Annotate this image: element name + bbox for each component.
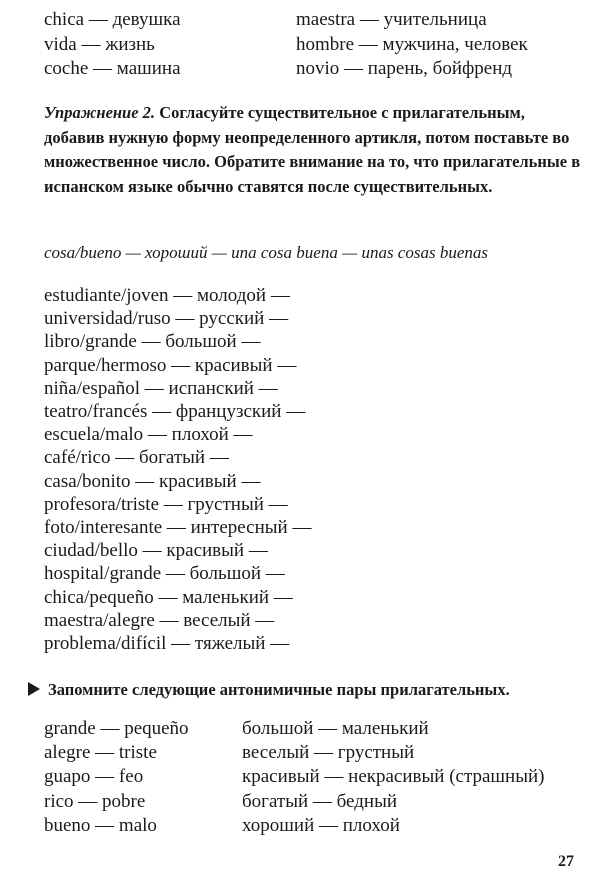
exercise-item: teatro/francés — французский — — [44, 401, 306, 423]
vocabulary-list — [44, 8, 584, 82]
exercise-item: universidad/ruso — русский — — [44, 308, 289, 330]
exercise-items — [44, 284, 584, 655]
antonym-pair: grande — pequeño — [44, 718, 189, 739]
vocabulary-item: maestra — учительница — [296, 9, 487, 30]
antonym-translation: большой — маленький — [242, 718, 429, 739]
antonym-pair: alegre — triste — [44, 742, 157, 764]
vocabulary-column-spanish — [44, 8, 296, 82]
exercise-item: problema/difícil — тяжелый — — [44, 633, 290, 655]
exercise-item: estudiante/joven — молодой — — [44, 285, 290, 306]
exercise-text: Согласуйте существительное с прилагательным, добавив нужную форму неопределенного артикля, потом поставьте во множественное число. Обратите внимание на то, что прилагательные в испанском языке обычно ставятся после существительных. — [44, 103, 581, 196]
vocabulary-item: coche — машина — [44, 58, 181, 79]
exercise-item: ciudad/bello — красивый — — [44, 540, 268, 562]
antonym-column-spanish — [44, 717, 242, 838]
exercise-item: casa/bonito — красивый — — [44, 470, 261, 492]
exercise-item: niña/español — испанский — — [44, 377, 278, 399]
exercise-item: chica/pequeño — маленький — — [44, 586, 293, 608]
vocabulary-item: hombre — мужчина, человек — [296, 33, 528, 55]
page-number: 27 — [558, 853, 574, 870]
exercise-item: hospital/grande — большой — — [44, 563, 285, 585]
exercise-item: café/rico — богатый — — [44, 447, 229, 469]
exercise-instruction — [44, 101, 582, 199]
antonym-pair: rico — pobre — [44, 790, 146, 812]
antonym-pair: guapo — feo — [44, 766, 144, 788]
remember-heading — [28, 678, 588, 702]
arrow-right-icon — [28, 682, 40, 696]
antonym-column-russian — [242, 717, 594, 838]
antonym-translation: веселый — грустный — [242, 742, 415, 764]
exercise-item: maestra/alegre — веселый — — [44, 609, 275, 631]
exercise-item: parque/hermoso — красивый — — [44, 354, 297, 376]
antonym-translation: богатый — бедный — [242, 790, 398, 812]
exercise-item: escuela/malo — плохой — — [44, 424, 253, 446]
exercise-example: cosa/bueno — хороший — una cosa buena — unas cosas buenas — [44, 243, 488, 262]
antonym-pairs — [44, 717, 594, 838]
exercise-item: foto/interesante — интересный — — [44, 517, 312, 539]
vocabulary-column-right — [296, 8, 584, 82]
antonym-translation: красивый — некрасивый (страшный) — [242, 766, 545, 788]
exercise-item: profesora/triste — грустный — — [44, 493, 288, 515]
exercise-label: Упражнение 2. — [44, 103, 156, 122]
exercise-item: libro/grande — большой — — [44, 331, 261, 353]
vocabulary-item: novio — парень, бойфренд — [296, 58, 513, 79]
remember-text: Запомните следующие антонимичные пары прилагательных. — [48, 680, 510, 699]
vocabulary-item: vida — жизнь — [44, 33, 155, 55]
antonym-pair: bueno — malo — [44, 814, 157, 836]
vocabulary-item: chica — девушка — [44, 9, 181, 30]
antonym-translation: хороший — плохой — [242, 814, 400, 836]
